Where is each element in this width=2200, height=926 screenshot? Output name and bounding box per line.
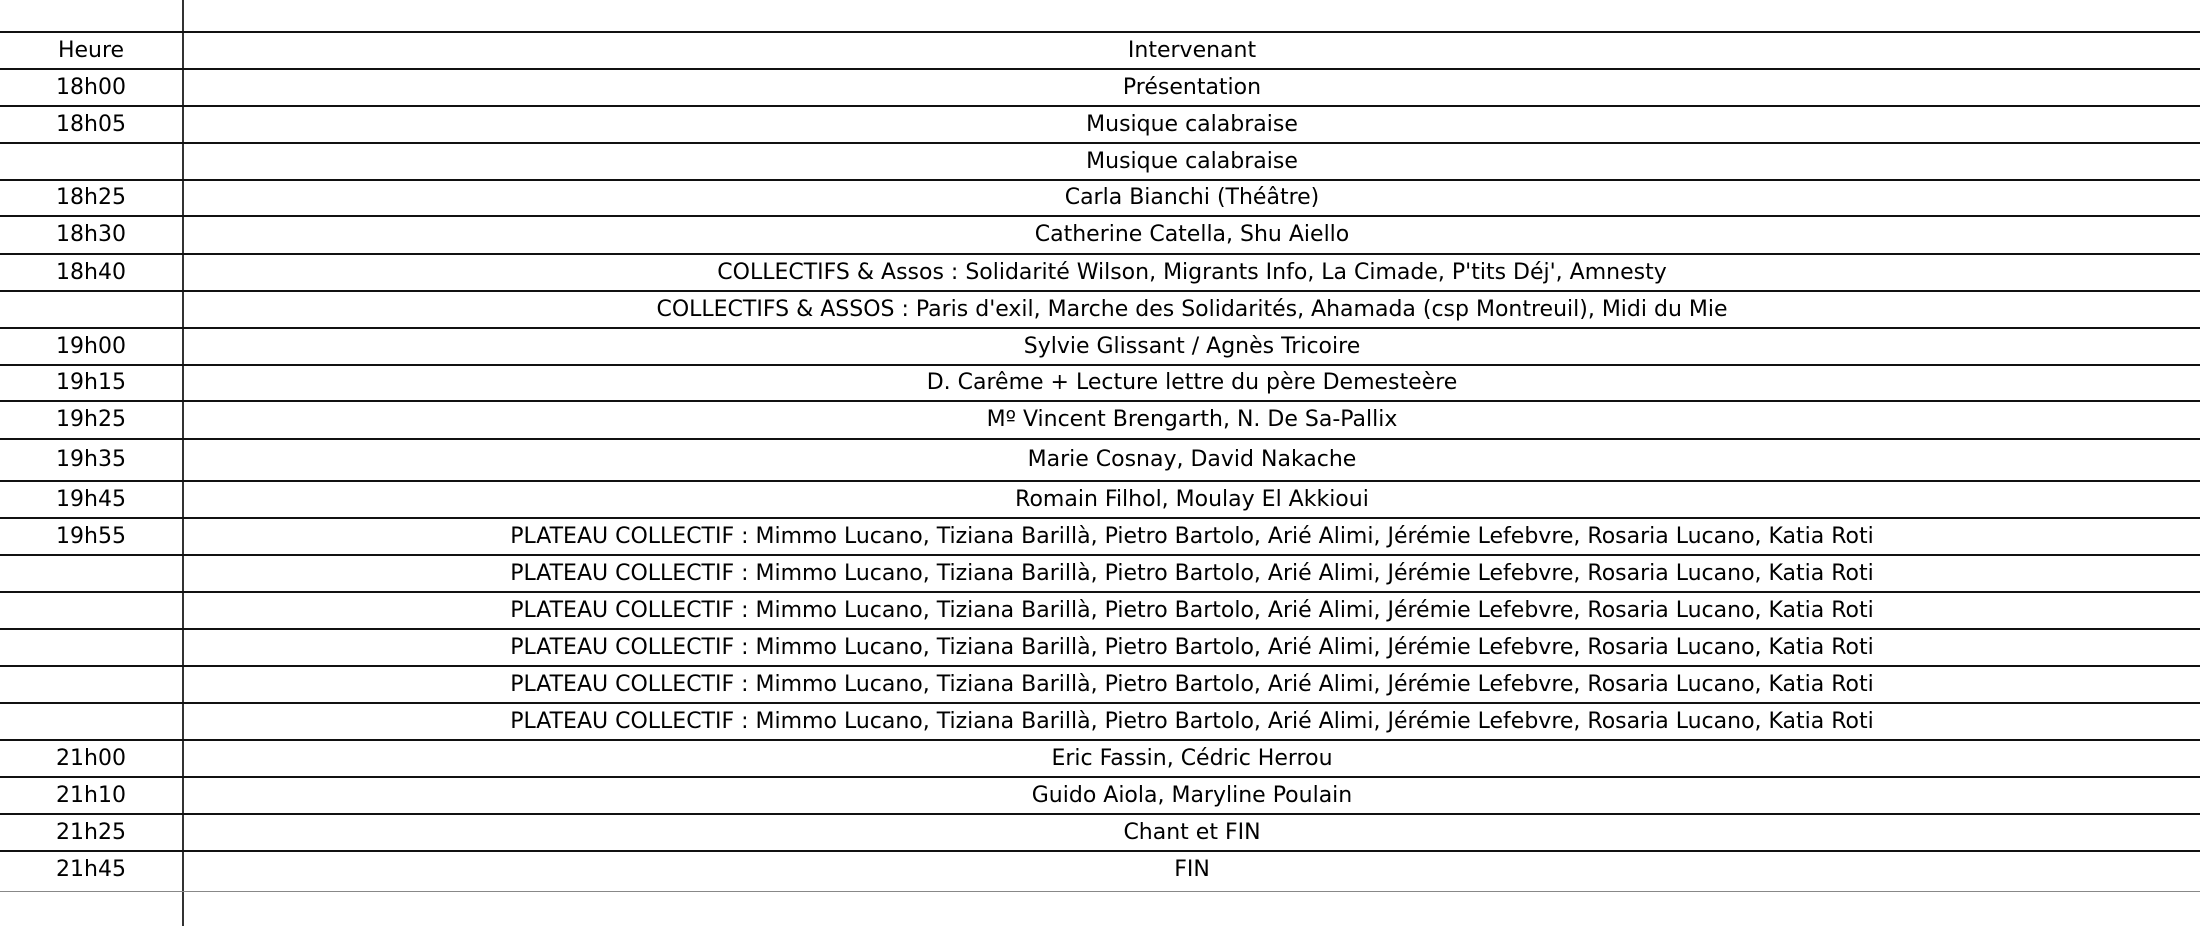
table-row (0, 739, 2200, 776)
table-row (0, 591, 2200, 628)
table-row (0, 290, 2200, 327)
table-row (0, 702, 2200, 739)
speaker-cell[interactable]: Musique calabraise (1086, 112, 1298, 137)
time-cell[interactable] (0, 556, 182, 591)
speaker-cell[interactable]: Carla Bianchi (Théâtre) (1064, 185, 1320, 210)
speaker-cell[interactable]: PLATEAU COLLECTIF : Mimmo Lucano, Tiziana Barillà, Pietro Bartolo, Arié Alimi, Jérémie Lefebvre, Rosaria Lucano, Katia Roti (510, 598, 1874, 623)
table-row (0, 850, 2200, 887)
header-speaker-cell[interactable]: Intervenant (1127, 38, 1257, 63)
speaker-cell[interactable]: PLATEAU COLLECTIF : Mimmo Lucano, Tiziana Barillà, Pietro Bartolo, Arié Alimi, Jérémie Lefebvre, Rosaria Lucano, Katia Roti (510, 635, 1874, 660)
table-row (0, 628, 2200, 665)
table-header-row (0, 31, 2200, 68)
table-row (0, 215, 2200, 253)
time-cell[interactable]: 21h10 (56, 783, 126, 808)
speaker-cell[interactable]: PLATEAU COLLECTIF : Mimmo Lucano, Tiziana Barillà, Pietro Bartolo, Arié Alimi, Jérémie Lefebvre, Rosaria Lucano, Katia Roti (510, 524, 1874, 549)
time-cell[interactable] (0, 292, 182, 327)
header-time-cell[interactable]: Heure (57, 38, 125, 63)
time-cell[interactable] (0, 630, 182, 665)
table-row (0, 327, 2200, 364)
time-cell[interactable]: 18h40 (56, 260, 126, 285)
table-row (0, 813, 2200, 850)
table-row (0, 438, 2200, 480)
speaker-cell[interactable]: Chant et FIN (1123, 820, 1261, 845)
speaker-cell[interactable]: Sylvie Glissant / Agnès Tricoire (1023, 334, 1361, 359)
time-cell[interactable] (0, 667, 182, 702)
table-row (0, 179, 2200, 215)
table-row (0, 480, 2200, 517)
time-cell[interactable] (0, 144, 182, 179)
speaker-cell[interactable]: Catherine Catella, Shu Aiello (1034, 222, 1350, 247)
time-cell[interactable]: 19h55 (56, 524, 126, 549)
table-row (0, 400, 2200, 438)
time-cell[interactable]: 19h45 (56, 487, 126, 512)
table-row (0, 665, 2200, 702)
time-cell[interactable]: 18h25 (56, 185, 126, 210)
table-row (0, 364, 2200, 400)
time-cell[interactable] (0, 593, 182, 628)
speaker-cell[interactable]: Guido Aiola, Maryline Poulain (1031, 783, 1353, 808)
table-row (0, 68, 2200, 105)
speaker-cell[interactable]: PLATEAU COLLECTIF : Mimmo Lucano, Tiziana Barillà, Pietro Bartolo, Arié Alimi, Jérémie Lefebvre, Rosaria Lucano, Katia Roti (510, 672, 1874, 697)
time-cell[interactable]: 21h45 (56, 857, 126, 882)
time-cell[interactable]: 19h35 (56, 447, 126, 472)
speaker-cell[interactable]: Présentation (1122, 75, 1262, 100)
speaker-cell[interactable]: Mº Vincent Brengarth, N. De Sa-Pallix (986, 407, 1398, 432)
speaker-cell[interactable]: PLATEAU COLLECTIF : Mimmo Lucano, Tiziana Barillà, Pietro Bartolo, Arié Alimi, Jérémie Lefebvre, Rosaria Lucano, Katia Roti (510, 561, 1874, 586)
speaker-cell[interactable]: Musique calabraise (1086, 149, 1298, 174)
time-cell[interactable]: 19h25 (56, 407, 126, 432)
time-cell[interactable]: 18h05 (56, 112, 126, 137)
table-row (0, 142, 2200, 179)
speaker-cell[interactable]: D. Carême + Lecture lettre du père Demesteère (926, 370, 1458, 395)
time-cell[interactable] (0, 704, 182, 739)
time-cell[interactable]: 19h15 (56, 370, 126, 395)
speaker-cell[interactable]: COLLECTIFS & Assos : Solidarité Wilson, Migrants Info, La Cimade, P'tits Déj', Amnesty (717, 260, 1667, 285)
speaker-cell[interactable]: Marie Cosnay, David Nakache (1027, 447, 1357, 472)
table-row (0, 554, 2200, 591)
time-cell[interactable]: 18h00 (56, 75, 126, 100)
time-cell[interactable]: 18h30 (56, 222, 126, 247)
speaker-cell[interactable]: FIN (1174, 857, 1210, 882)
time-cell[interactable]: 19h00 (56, 334, 126, 359)
speaker-cell[interactable]: PLATEAU COLLECTIF : Mimmo Lucano, Tiziana Barillà, Pietro Bartolo, Arié Alimi, Jérémie Lefebvre, Rosaria Lucano, Katia Roti (510, 709, 1874, 734)
table-row (0, 105, 2200, 142)
table-row (0, 517, 2200, 554)
speaker-cell[interactable]: Eric Fassin, Cédric Herrou (1051, 746, 1333, 771)
time-cell[interactable]: 21h25 (56, 820, 126, 845)
table-row (0, 253, 2200, 290)
table-row (0, 776, 2200, 813)
table-bottom-border (0, 891, 2200, 892)
speaker-cell[interactable]: Romain Filhol, Moulay El Akkioui (1015, 487, 1369, 512)
speaker-cell[interactable]: COLLECTIFS & ASSOS : Paris d'exil, Marche des Solidarités, Ahamada (csp Montreuil), Midi du Mie (656, 297, 1728, 322)
time-cell[interactable]: 21h00 (56, 746, 126, 771)
